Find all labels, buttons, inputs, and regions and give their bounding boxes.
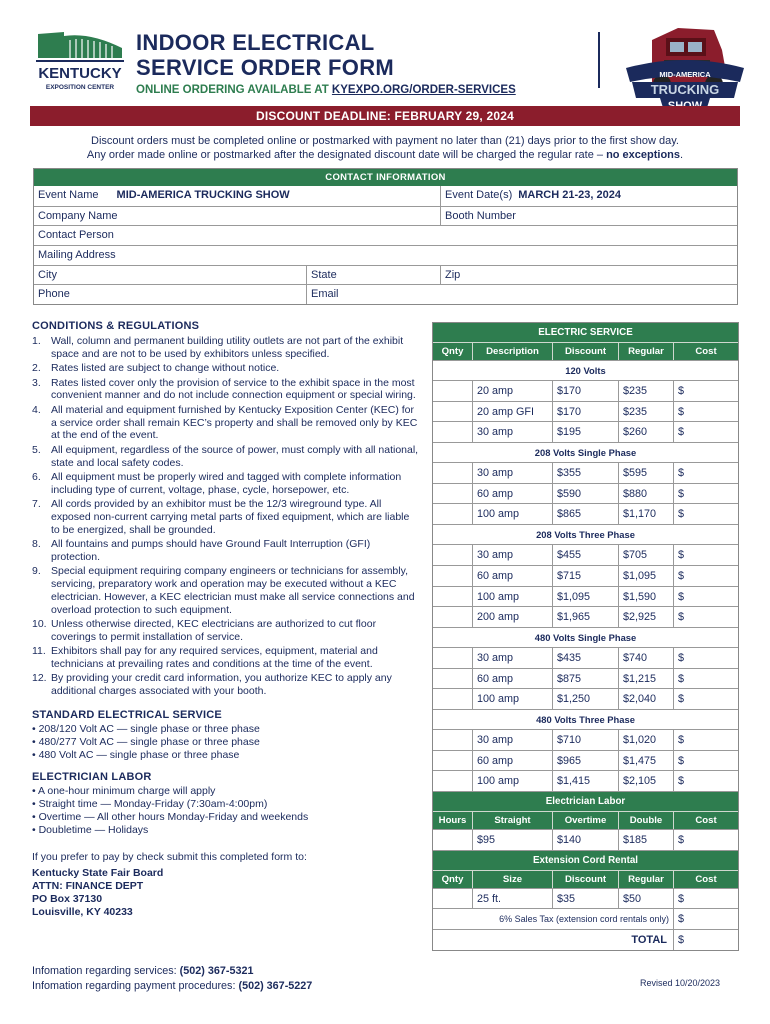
service-qty-input[interactable] xyxy=(433,689,473,709)
service-qty-input[interactable] xyxy=(433,607,473,627)
condition-text: All equipment must be properly wired and tagged with complete information including type of current, voltage, phase, cycle, horsepower, etc. xyxy=(51,470,402,496)
service-cost-input[interactable]: $ xyxy=(678,693,685,706)
conditions-title: CONDITIONS & REGULATIONS xyxy=(32,320,200,332)
service-qty-input[interactable] xyxy=(433,381,473,401)
service-cost-input[interactable]: $ xyxy=(678,426,685,439)
service-description: 60 amp xyxy=(473,484,553,504)
condition-text: By providing your credit card information, you authorize KEC to apply any additional charges associated with your booth. xyxy=(51,672,392,698)
form-title-line2: SERVICE ORDER FORM xyxy=(136,55,395,80)
condition-text: Special equipment requiring company engineers or technicians for assembly, servicing, preparatory work and operation may be executed without a KEC electrician. However, a KEC electrician must make all service connections and overload protection to such equipment. xyxy=(51,565,415,616)
bullet-item: • 480/277 Volt AC — single phase or three phase xyxy=(32,735,260,748)
service-description: 100 amp xyxy=(473,689,553,709)
service-cost-input[interactable]: $ xyxy=(678,569,685,582)
contact-information-heading: CONTACT INFORMATION xyxy=(34,169,737,186)
service-regular-price: $235 xyxy=(619,381,674,401)
service-cost-input[interactable]: $ xyxy=(678,549,685,562)
service-qty-input[interactable] xyxy=(433,545,473,565)
labor-straight-rate: $95 xyxy=(473,830,553,850)
services-phone: (502) 367-5321 xyxy=(179,965,254,977)
service-discount-price: $965 xyxy=(553,751,619,771)
cord-cost-input[interactable]: $ xyxy=(678,892,685,905)
service-discount-price: $170 xyxy=(553,402,619,422)
online-ordering-note xyxy=(136,84,516,96)
bullet-item: • 480 Volt AC — single phase or three phase xyxy=(32,748,240,761)
service-regular-price: $595 xyxy=(619,463,674,483)
condition-text: Rates listed cover only the provision of service to the exhibit space in the most convenient manner and do not include connection equipment or special wiring. xyxy=(51,376,416,402)
labor-hours-input[interactable] xyxy=(433,830,473,850)
service-discount-price: $590 xyxy=(553,484,619,504)
service-qty-input[interactable] xyxy=(433,463,473,483)
conditions-column xyxy=(32,320,420,919)
service-regular-price: $740 xyxy=(619,648,674,668)
service-description: 30 amp xyxy=(473,730,553,750)
service-row xyxy=(433,380,738,401)
service-regular-price: $1,215 xyxy=(619,669,674,689)
service-cost-input[interactable]: $ xyxy=(678,733,685,746)
condition-item xyxy=(32,404,420,442)
service-discount-price: $355 xyxy=(553,463,619,483)
voltage-group-heading: 480 Volts Three Phase xyxy=(433,709,738,729)
condition-number: 9. xyxy=(32,565,41,578)
service-discount-price: $195 xyxy=(553,422,619,442)
column-header: Regular xyxy=(619,871,674,888)
condition-number: 12. xyxy=(32,672,47,685)
service-qty-input[interactable] xyxy=(433,566,473,586)
email-label: Email xyxy=(311,288,339,301)
service-row xyxy=(433,729,738,750)
sales-tax-input[interactable]: $ xyxy=(678,913,685,926)
show-logo-line1: MID-AMERICA xyxy=(659,70,711,79)
voltage-group-heading: 480 Volts Single Phase xyxy=(433,627,738,647)
service-row xyxy=(433,606,738,627)
condition-item xyxy=(32,335,420,361)
discount-deadline-bar: DISCOUNT DEADLINE: FEBRUARY 29, 2024 xyxy=(30,106,740,126)
company-name-label: Company Name xyxy=(38,209,118,222)
service-qty-input[interactable] xyxy=(433,504,473,524)
condition-text: All material and equipment furnished by Kentucky Exposition Center (KEC) for a service order shall remain KEC’s property and shall be removed only by KEC at the end of the event. xyxy=(51,403,418,442)
service-regular-price: $2,925 xyxy=(619,607,674,627)
mailing-address-field[interactable] xyxy=(34,246,737,265)
total-row xyxy=(433,929,738,950)
service-discount-price: $875 xyxy=(553,669,619,689)
state-label: State xyxy=(311,268,337,281)
labor-overtime-rate: $140 xyxy=(553,830,619,850)
voltage-group-heading: 120 Volts xyxy=(433,360,738,380)
col-cost-header: Cost xyxy=(695,346,717,357)
contact-row-person xyxy=(34,225,737,245)
service-description: 60 amp xyxy=(473,751,553,771)
col-qty-header: Qnty xyxy=(433,343,473,360)
service-row xyxy=(433,668,738,689)
service-discount-price: $715 xyxy=(553,566,619,586)
discount-note-line2 xyxy=(30,148,740,162)
show-logo-line2: TRUCKING xyxy=(650,82,720,97)
condition-item xyxy=(32,538,420,564)
event-name-field[interactable] xyxy=(34,186,441,206)
service-row xyxy=(433,750,738,771)
kentucky-exposition-center-logo xyxy=(30,28,130,98)
service-description: 30 amp xyxy=(473,422,553,442)
bullet-item: • Overtime — All other hours Monday-Friday and weekends xyxy=(32,811,309,824)
cord-row xyxy=(433,888,738,909)
event-name-value: MID-AMERICA TRUCKING SHOW xyxy=(116,189,290,201)
condition-number: 10. xyxy=(32,618,47,631)
condition-item xyxy=(32,645,420,671)
discount-note-line1: Discount orders must be completed online or postmarked with payment no later than (21) days prior to the first show day. xyxy=(91,135,679,147)
condition-text: All fountains and pumps should have Ground Fault Interruption (GFI) protection. xyxy=(51,538,371,563)
total-label: TOTAL xyxy=(473,930,674,950)
page-header xyxy=(30,28,740,104)
service-discount-price: $1,965 xyxy=(553,607,619,627)
service-discount-price: $710 xyxy=(553,730,619,750)
service-discount-price: $1,095 xyxy=(553,587,619,607)
labor-cost-input[interactable]: $ xyxy=(678,834,685,846)
service-qty-input[interactable] xyxy=(433,402,473,422)
cord-qty-input[interactable] xyxy=(433,889,473,909)
service-row xyxy=(433,770,738,791)
email-field[interactable] xyxy=(307,285,737,304)
service-regular-price: $260 xyxy=(619,422,674,442)
service-row xyxy=(433,544,738,565)
service-discount-price: $865 xyxy=(553,504,619,524)
payment-phone: (502) 367-5227 xyxy=(238,979,313,992)
column-header: Discount xyxy=(553,871,619,888)
revised-date: Revised 10/20/2023 xyxy=(640,978,721,988)
service-regular-price: $705 xyxy=(619,545,674,565)
event-dates-value: MARCH 21-23, 2024 xyxy=(518,189,621,201)
tax-spacer xyxy=(433,909,473,929)
address-line: Louisville, KY 40233 xyxy=(32,906,133,919)
service-qty-input[interactable] xyxy=(433,771,473,791)
conditions-list xyxy=(32,335,420,698)
col-regular-header: Regular xyxy=(619,343,674,360)
column-header: Cost xyxy=(695,815,717,826)
zip-label: Zip xyxy=(445,268,461,281)
electrician-labor-table-title: Electrician Labor xyxy=(433,791,738,811)
condition-item xyxy=(32,377,420,403)
cord-regular-price: $50 xyxy=(619,889,674,909)
condition-text: Rates listed are subject to change without notice. xyxy=(51,362,280,375)
service-cost-input[interactable]: $ xyxy=(678,385,685,397)
column-header: Hours xyxy=(433,812,473,829)
service-discount-price: $455 xyxy=(553,545,619,565)
service-qty-input[interactable] xyxy=(433,751,473,771)
service-row xyxy=(433,565,738,586)
col-description-header: Description xyxy=(473,343,553,360)
service-row xyxy=(433,462,738,483)
payment-info-label: Infomation regarding payment procedures: xyxy=(32,979,239,992)
condition-item xyxy=(32,444,420,470)
zip-field[interactable] xyxy=(441,266,737,285)
contact-row-company xyxy=(34,206,737,226)
booth-number-field[interactable] xyxy=(441,207,737,226)
address-line: ATTN: FINANCE DEPT xyxy=(32,879,144,892)
contact-row-event xyxy=(34,186,737,206)
logo-kentucky-text: KENTUCKY xyxy=(38,65,122,82)
bullet-item: • A one-hour minimum charge will apply xyxy=(32,785,216,798)
column-header: Cost xyxy=(695,873,717,885)
service-row xyxy=(433,401,738,422)
sales-tax-label: 6% Sales Tax (extension cord rentals only) xyxy=(473,909,674,929)
labor-table-header xyxy=(433,811,738,829)
service-row xyxy=(433,647,738,668)
order-services-link[interactable]: KYEXPO.ORG/ORDER-SERVICES xyxy=(331,84,516,96)
service-regular-price: $2,105 xyxy=(619,771,674,791)
service-cost-input[interactable]: $ xyxy=(678,405,685,418)
electric-service-title: ELECTRIC SERVICE xyxy=(433,323,738,342)
electric-service-table xyxy=(432,322,739,951)
column-header: Size xyxy=(473,871,553,888)
online-ordering-prefix: ONLINE ORDERING AVAILABLE AT xyxy=(136,84,332,96)
bullet-item: • Straight time — Monday-Friday (7:30am-4:00pm) xyxy=(32,798,268,811)
service-qty-input[interactable] xyxy=(433,484,473,504)
total-spacer xyxy=(433,930,473,950)
event-name-label: Event Name xyxy=(38,189,99,201)
condition-number: 3. xyxy=(32,376,41,389)
condition-number: 7. xyxy=(32,498,41,511)
service-cost-input[interactable]: $ xyxy=(678,651,685,664)
condition-item xyxy=(32,471,420,497)
contact-row-phone xyxy=(34,284,737,304)
column-header: Overtime xyxy=(553,812,619,829)
service-description: 100 amp xyxy=(473,504,553,524)
contact-phone-info xyxy=(32,964,312,993)
services-info-line xyxy=(32,964,312,979)
cord-size: 25 ft. xyxy=(473,889,553,909)
contact-person-label: Contact Person xyxy=(38,229,114,242)
discount-note-end: . xyxy=(680,149,684,161)
form-title-block xyxy=(136,30,516,96)
voltage-group-heading: 208 Volts Three Phase xyxy=(433,524,738,544)
sales-tax-row xyxy=(433,908,738,929)
service-description: 100 amp xyxy=(473,587,553,607)
service-row xyxy=(433,503,738,524)
condition-text: All equipment, regardless of the source of power, must comply with all national, state and local safety codes. xyxy=(51,443,419,469)
column-header: Double xyxy=(619,812,674,829)
services-info-label: Infomation regarding services: xyxy=(32,965,180,977)
total-input[interactable]: $ xyxy=(678,934,685,947)
service-description: 30 amp xyxy=(473,648,553,668)
service-qty-input[interactable] xyxy=(433,730,473,750)
labor-row xyxy=(433,829,738,850)
condition-text: Wall, column and permanent building utility outlets are not part of the exhibit space and are not to be used by exhibitors unless specified. xyxy=(51,335,404,360)
address-line: PO Box 37130 xyxy=(32,893,103,906)
service-qty-input[interactable] xyxy=(433,669,473,689)
column-header: Straight xyxy=(473,812,553,829)
contact-row-city xyxy=(34,265,737,285)
cord-discount-price: $35 xyxy=(553,889,619,909)
service-description: 20 amp GFI xyxy=(473,402,553,422)
standard-service-title: STANDARD ELECTRICAL SERVICE xyxy=(32,709,222,722)
service-discount-price: $1,250 xyxy=(553,689,619,709)
service-cost-input[interactable]: $ xyxy=(678,611,685,624)
condition-item xyxy=(32,618,420,644)
service-cost-input[interactable]: $ xyxy=(678,775,685,788)
service-qty-input[interactable] xyxy=(433,648,473,668)
booth-number-label: Booth Number xyxy=(445,209,516,222)
cord-table-header xyxy=(433,870,738,888)
voltage-group-heading: 208 Volts Single Phase xyxy=(433,442,738,462)
service-regular-price: $880 xyxy=(619,484,674,504)
service-discount-price: $435 xyxy=(553,648,619,668)
discount-note-line2-text: Any order made online or postmarked after the designated discount date will be charged the regular rate – xyxy=(86,149,607,161)
service-regular-price: $1,170 xyxy=(619,504,674,524)
service-row xyxy=(433,586,738,607)
mailing-address-block xyxy=(32,867,420,920)
service-description: 60 amp xyxy=(473,566,553,586)
service-regular-price: $1,475 xyxy=(619,751,674,771)
service-cost-input[interactable]: $ xyxy=(678,467,685,480)
condition-number: 4. xyxy=(32,403,41,416)
phone-label: Phone xyxy=(38,288,70,301)
service-row xyxy=(433,483,738,504)
address-line: Kentucky State Fair Board xyxy=(32,866,164,879)
event-dates-label: Event Date(s) xyxy=(445,189,513,201)
mid-america-trucking-show-logo xyxy=(622,22,748,112)
contact-information-table xyxy=(33,168,738,305)
city-label: City xyxy=(38,268,57,281)
service-description: 100 amp xyxy=(473,771,553,791)
mailing-address-label: Mailing Address xyxy=(38,249,116,262)
condition-number: 11. xyxy=(32,645,46,658)
service-cost-input[interactable]: $ xyxy=(678,487,685,500)
logo-subtitle-text: EXPOSITION CENTER xyxy=(45,84,115,91)
column-header: Qnty xyxy=(433,871,473,888)
service-discount-price: $170 xyxy=(553,381,619,401)
company-name-field[interactable] xyxy=(34,207,441,226)
contact-person-field[interactable] xyxy=(34,226,737,245)
contact-row-mailing xyxy=(34,245,737,265)
service-regular-price: $1,590 xyxy=(619,587,674,607)
service-description: 30 amp xyxy=(473,463,553,483)
condition-number: 8. xyxy=(32,538,41,551)
payment-info-line xyxy=(32,979,312,994)
condition-number: 5. xyxy=(32,443,41,456)
service-regular-price: $235 xyxy=(619,402,674,422)
service-regular-price: $2,040 xyxy=(619,689,674,709)
service-qty-input[interactable] xyxy=(433,587,473,607)
service-cost-input[interactable]: $ xyxy=(678,672,685,685)
condition-text: All cords provided by an exhibitor must be the 12/3 wireground type. All exposed non-current carrying metal parts of fixed equipment, which are liable to be energized, shall be grounded. xyxy=(51,498,410,536)
standard-service-list xyxy=(32,723,420,761)
condition-number: 2. xyxy=(32,362,41,375)
city-field[interactable] xyxy=(34,266,307,285)
bullet-item: • Doubletime — Holidays xyxy=(32,823,149,836)
service-cost-input[interactable]: $ xyxy=(678,754,685,767)
service-discount-price: $1,415 xyxy=(553,771,619,791)
service-description: 20 amp xyxy=(473,381,553,401)
state-field[interactable] xyxy=(307,266,441,285)
service-qty-input[interactable] xyxy=(433,422,473,442)
service-description: 60 amp xyxy=(473,669,553,689)
condition-item xyxy=(32,565,420,616)
service-regular-price: $1,020 xyxy=(619,730,674,750)
condition-number: 1. xyxy=(32,335,41,347)
service-row xyxy=(433,688,738,709)
check-payment-note: If you prefer to pay by check submit this completed form to: xyxy=(32,850,307,863)
header-divider xyxy=(598,32,600,88)
bullet-item: • 208/120 Volt AC — single phase or three phase xyxy=(32,723,260,736)
condition-item xyxy=(32,498,420,536)
electrician-labor-title: ELECTRICIAN LABOR xyxy=(32,771,152,784)
labor-double-rate: $185 xyxy=(619,830,674,850)
phone-field[interactable] xyxy=(34,285,307,304)
electrician-labor-list xyxy=(32,785,420,836)
service-table-header xyxy=(433,342,738,360)
col-discount-header: Discount xyxy=(553,343,619,360)
discount-note-emphasis: no exceptions xyxy=(606,149,681,161)
condition-number: 6. xyxy=(32,470,41,483)
service-description: 200 amp xyxy=(473,607,553,627)
service-cost-input[interactable]: $ xyxy=(678,508,685,521)
condition-item xyxy=(32,672,420,698)
condition-text: Unless otherwise directed, KEC electricians are authorized to cut floor coverings to permit installation of service. xyxy=(51,618,377,643)
service-row xyxy=(433,421,738,442)
condition-item xyxy=(32,362,420,375)
service-regular-price: $1,095 xyxy=(619,566,674,586)
service-groups xyxy=(433,360,738,791)
event-dates-field[interactable] xyxy=(441,186,737,206)
service-cost-input[interactable]: $ xyxy=(678,590,685,603)
extension-cord-table-title: Extension Cord Rental xyxy=(433,850,738,870)
service-description: 30 amp xyxy=(473,545,553,565)
discount-note xyxy=(30,134,740,162)
condition-text: Exhibitors shall pay for any required services, equipment, material and technicians at prevailing rates and conditions at the time of the event. xyxy=(51,645,378,671)
form-title-line1: INDOOR ELECTRICAL xyxy=(136,30,375,55)
